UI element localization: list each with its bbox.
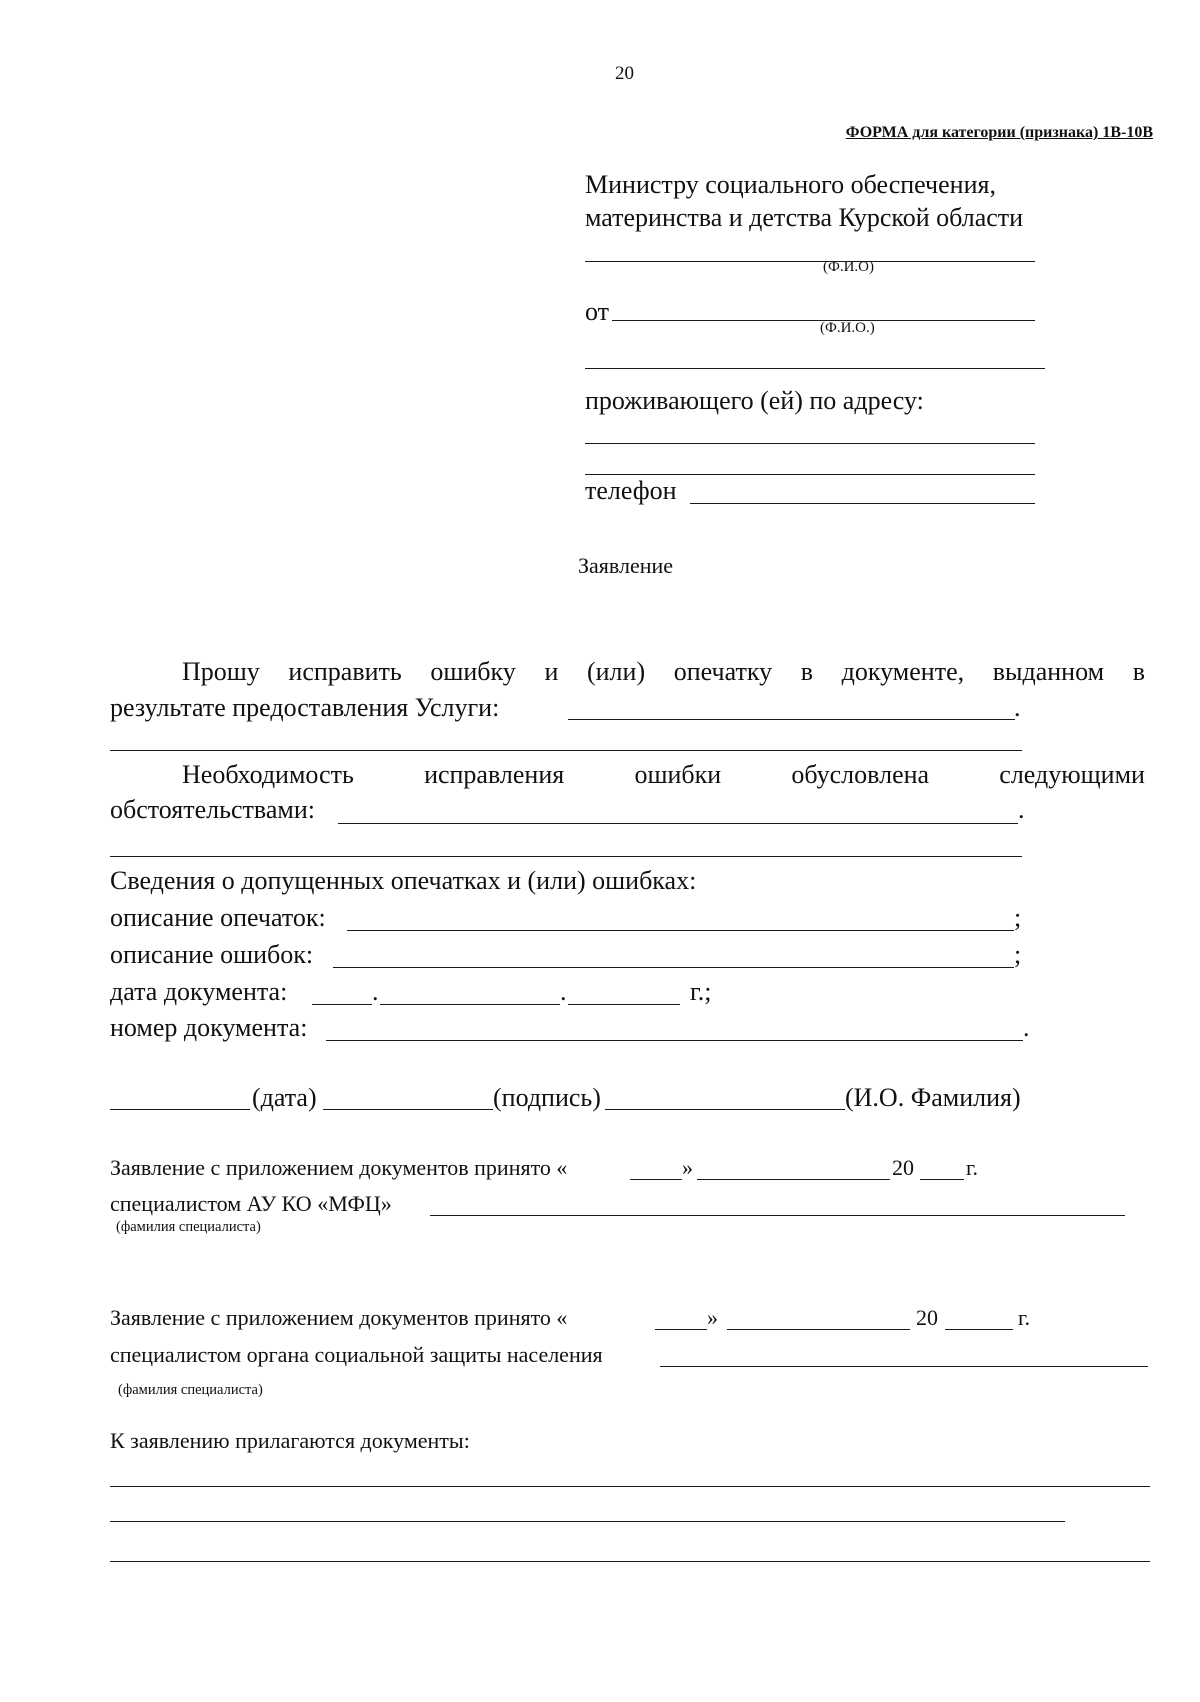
from-prefix: от <box>585 297 610 326</box>
date-year-field[interactable] <box>568 1004 680 1005</box>
request-line-2-end: . <box>1014 693 1021 722</box>
service-document-field[interactable] <box>568 719 1015 720</box>
minister-name-field[interactable] <box>585 261 1035 262</box>
addressee-line-2: материнства и детства Курской области <box>585 203 1024 232</box>
number-label: номер документа: <box>110 1013 308 1042</box>
mfc-month-field[interactable] <box>697 1179 890 1180</box>
social-year-suffix: г. <box>1018 1305 1031 1330</box>
attachments-label: К заявлению прилагаются документы: <box>110 1428 470 1453</box>
number-end: . <box>1023 1013 1030 1042</box>
date-caption: (дата) <box>252 1083 317 1112</box>
date-signature-field[interactable] <box>110 1109 250 1110</box>
mfc-day-field[interactable] <box>630 1179 682 1180</box>
attachments-field-3[interactable] <box>110 1561 1150 1562</box>
request-line-1 <box>182 657 1145 687</box>
necessity-line-2-end: . <box>1018 795 1025 824</box>
typos-end: ; <box>1014 903 1022 932</box>
social-day-field[interactable] <box>655 1329 707 1330</box>
date-day-field[interactable] <box>312 1004 372 1005</box>
necessity-word: ошибки <box>634 760 722 789</box>
address-field-1[interactable] <box>585 443 1035 444</box>
request-word: выданном <box>992 657 1105 686</box>
request-word: документе, <box>841 657 965 686</box>
necessity-word: Необходимость <box>182 760 354 789</box>
phone-label: телефон <box>585 476 677 505</box>
fio-caption: (Ф.И.О) <box>823 259 875 275</box>
social-year-prefix: 20 <box>916 1305 938 1330</box>
mfc-specialist-field[interactable] <box>430 1215 1125 1216</box>
errors-end: ; <box>1014 940 1022 969</box>
social-specialist-label: специалистом органа социальной защиты населения <box>110 1342 603 1367</box>
errors-field[interactable] <box>333 967 1014 968</box>
request-word: Прошу <box>182 657 260 686</box>
request-word: в <box>800 657 814 686</box>
request-line-2: результате предоставления Услуги: <box>110 693 500 722</box>
social-specialist-caption: (фамилия специалиста) <box>118 1382 263 1398</box>
social-accepted-text: Заявление с приложением документов принято « <box>110 1305 568 1330</box>
request-word: опечатку <box>673 657 773 686</box>
attachments-field-2[interactable] <box>110 1521 1065 1522</box>
signature-field[interactable] <box>323 1109 493 1110</box>
mfc-quote-close: » <box>682 1155 693 1180</box>
date-dot-2: . <box>560 977 567 1006</box>
necessity-line-2: обстоятельствами: <box>110 795 315 824</box>
circumstances-extra-field[interactable] <box>110 856 1022 857</box>
mfc-specialist-label: специалистом АУ КО «МФЦ» <box>110 1191 392 1216</box>
mfc-year-prefix: 20 <box>892 1155 914 1180</box>
date-month-field[interactable] <box>380 1004 560 1005</box>
full-name-field[interactable] <box>605 1109 845 1110</box>
necessity-word: следующими <box>999 760 1145 789</box>
address-field-2[interactable] <box>585 474 1035 475</box>
mfc-year-field[interactable] <box>920 1179 964 1180</box>
addressee-line-1: Министру социального обеспечения, <box>585 170 996 199</box>
request-word: и <box>544 657 559 686</box>
service-document-extra-field[interactable] <box>110 750 1022 751</box>
form-category-label: ФОРМА для категории (признака) 1В-10В <box>845 124 1153 141</box>
document-number-field[interactable] <box>326 1040 1023 1041</box>
necessity-word: исправления <box>424 760 565 789</box>
request-word: в <box>1132 657 1145 686</box>
social-month-field[interactable] <box>727 1329 910 1330</box>
request-word: исправить <box>288 657 402 686</box>
request-word: (или) <box>586 657 646 686</box>
details-heading: Сведения о допущенных опечатках и (или) ошибках: <box>110 866 697 895</box>
applicant-fio-caption: (Ф.И.О.) <box>820 320 875 336</box>
full-name-caption: (И.О. Фамилия) <box>845 1083 1021 1112</box>
attachments-field-1[interactable] <box>110 1486 1150 1487</box>
phone-field[interactable] <box>690 503 1035 504</box>
date-label: дата документа: <box>110 977 288 1006</box>
page-number: 20 <box>615 63 634 84</box>
signature-caption: (подпись) <box>493 1083 601 1112</box>
social-year-field[interactable] <box>945 1329 1013 1330</box>
address-label: проживающего (ей) по адресу: <box>585 386 924 415</box>
date-year-suffix: г.; <box>690 977 712 1006</box>
social-specialist-field[interactable] <box>660 1366 1148 1367</box>
necessity-line-1 <box>182 760 1145 790</box>
circumstances-field[interactable] <box>338 823 1018 824</box>
applicant-name-extra-field[interactable] <box>585 368 1045 369</box>
social-quote-close: » <box>707 1305 718 1330</box>
typos-field[interactable] <box>347 930 1014 931</box>
mfc-specialist-caption: (фамилия специалиста) <box>116 1219 261 1235</box>
errors-label: описание ошибок: <box>110 940 314 969</box>
document-title: Заявление <box>578 553 674 578</box>
typos-label: описание опечаток: <box>110 903 326 932</box>
date-dot-1: . <box>372 977 379 1006</box>
mfc-accepted-text: Заявление с приложением документов принято « <box>110 1155 568 1180</box>
necessity-word: обусловлена <box>791 760 930 789</box>
request-word: ошибку <box>430 657 516 686</box>
mfc-year-suffix: г. <box>966 1155 979 1180</box>
